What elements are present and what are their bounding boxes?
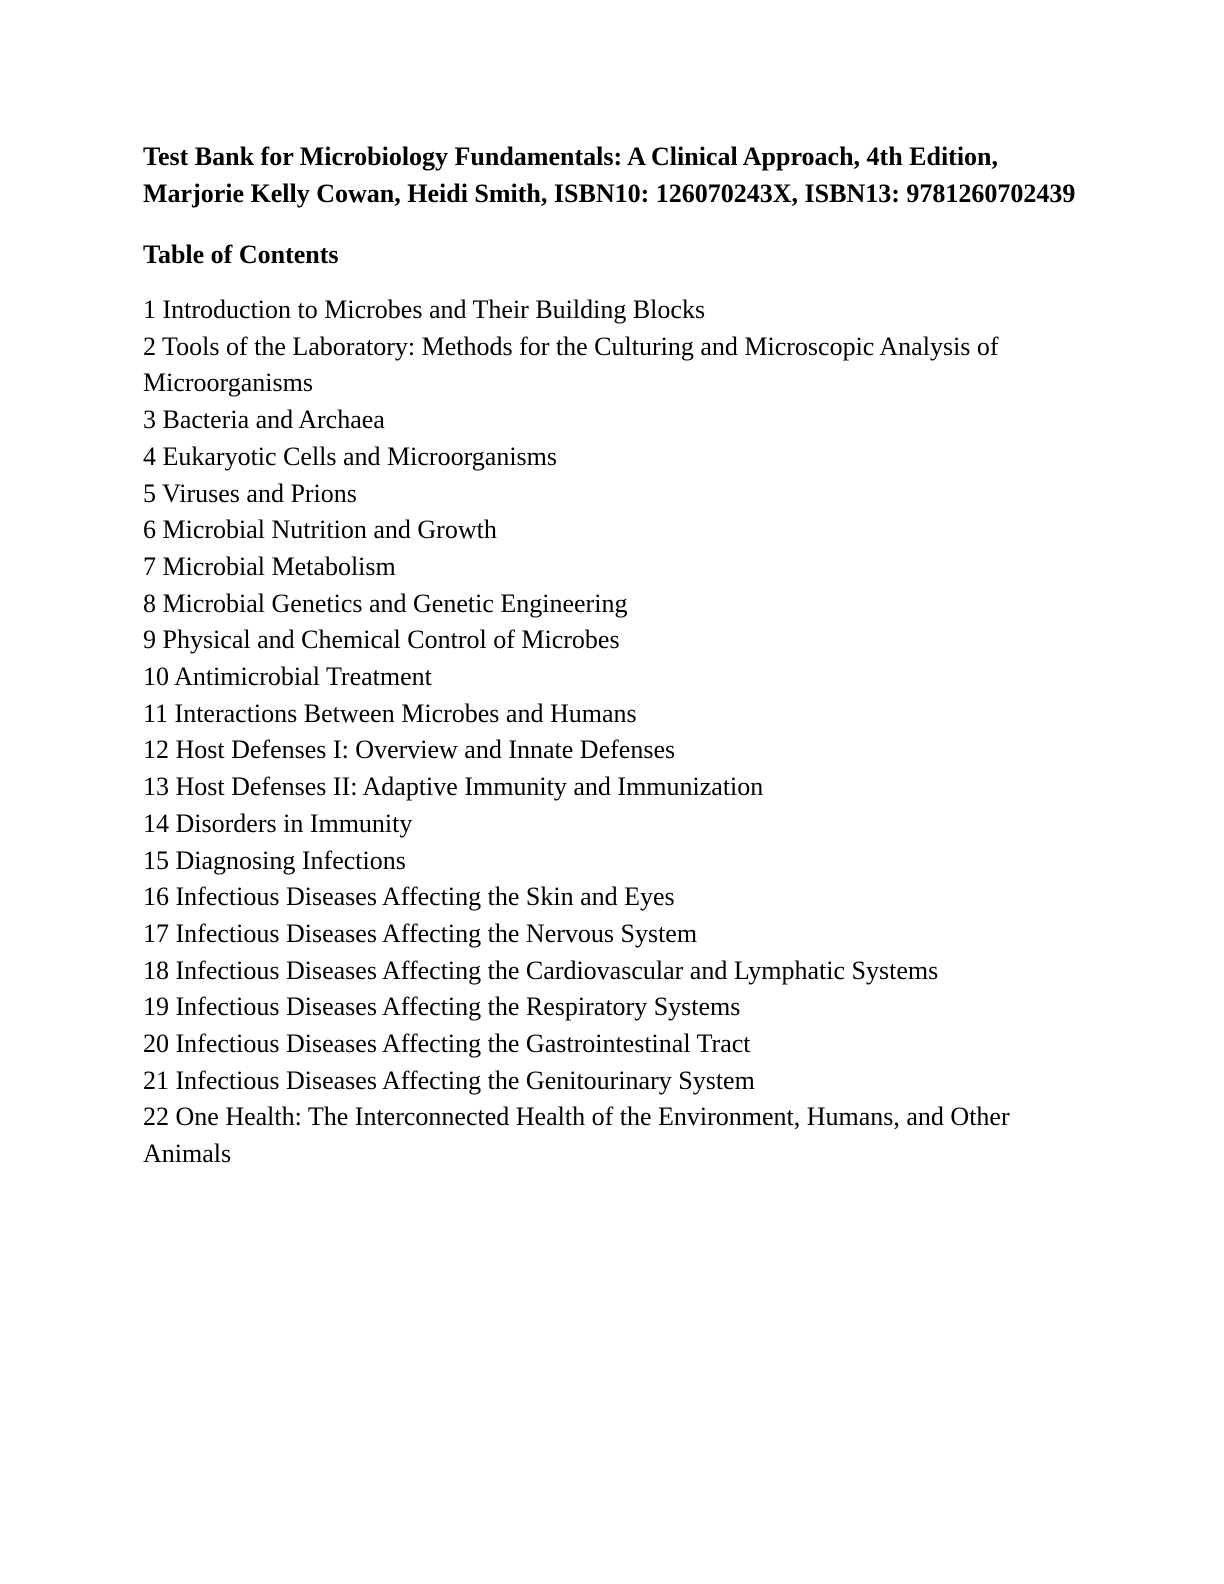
toc-item-19: 19 Infectious Diseases Affecting the Respiratory Systems bbox=[143, 992, 741, 1022]
toc-list bbox=[143, 292, 1083, 1173]
toc-item-18: 18 Infectious Diseases Affecting the Cardiovascular and Lymphatic Systems bbox=[143, 955, 939, 985]
toc-item-12: 12 Host Defenses I: Overview and Innate Defenses bbox=[143, 735, 676, 765]
toc-item-11: 11 Interactions Between Microbes and Humans bbox=[143, 698, 637, 728]
toc-item-9: 9 Physical and Chemical Control of Microbes bbox=[143, 625, 620, 655]
toc-item-21: 21 Infectious Diseases Affecting the Genitourinary System bbox=[143, 1065, 755, 1095]
toc-item-5: 5 Viruses and Prions bbox=[143, 478, 357, 508]
toc-item-22: 22 One Health: The Interconnected Health of the Environment, Humans, and Other Animals bbox=[143, 1102, 1010, 1169]
toc-item-10: 10 Antimicrobial Treatment bbox=[143, 662, 432, 692]
toc-item-15: 15 Diagnosing Infections bbox=[143, 845, 406, 875]
toc-item-17: 17 Infectious Diseases Affecting the Nervous System bbox=[143, 918, 698, 948]
document-page bbox=[143, 138, 1083, 1173]
toc-item-8: 8 Microbial Genetics and Genetic Engineering bbox=[143, 588, 628, 618]
toc-item-4: 4 Eukaryotic Cells and Microorganisms bbox=[143, 441, 558, 471]
toc-item-13: 13 Host Defenses II: Adaptive Immunity and Immunization bbox=[143, 772, 764, 802]
toc-item-6: 6 Microbial Nutrition and Growth bbox=[143, 515, 497, 545]
toc-heading: Table of Contents bbox=[143, 240, 339, 269]
toc-item-14: 14 Disorders in Immunity bbox=[143, 808, 413, 838]
toc-item-7: 7 Microbial Metabolism bbox=[143, 551, 396, 581]
toc-item-16: 16 Infectious Diseases Affecting the Skin and Eyes bbox=[143, 882, 675, 912]
toc-item-20: 20 Infectious Diseases Affecting the Gastrointestinal Tract bbox=[143, 1029, 751, 1059]
toc-item-3: 3 Bacteria and Archaea bbox=[143, 405, 385, 435]
toc-item-2: 2 Tools of the Laboratory: Methods for the Culturing and Microscopic Analysis of Microorganisms bbox=[143, 331, 999, 398]
document-title: Test Bank for Microbiology Fundamentals: A Clinical Approach, 4th Edition, Marjorie Kelly Cowan, Heidi Smith, ISBN10: 126070243X, ISBN13: 9781260702439 bbox=[143, 142, 1076, 208]
toc-item-1: 1 Introduction to Microbes and Their Building Blocks bbox=[143, 295, 706, 324]
